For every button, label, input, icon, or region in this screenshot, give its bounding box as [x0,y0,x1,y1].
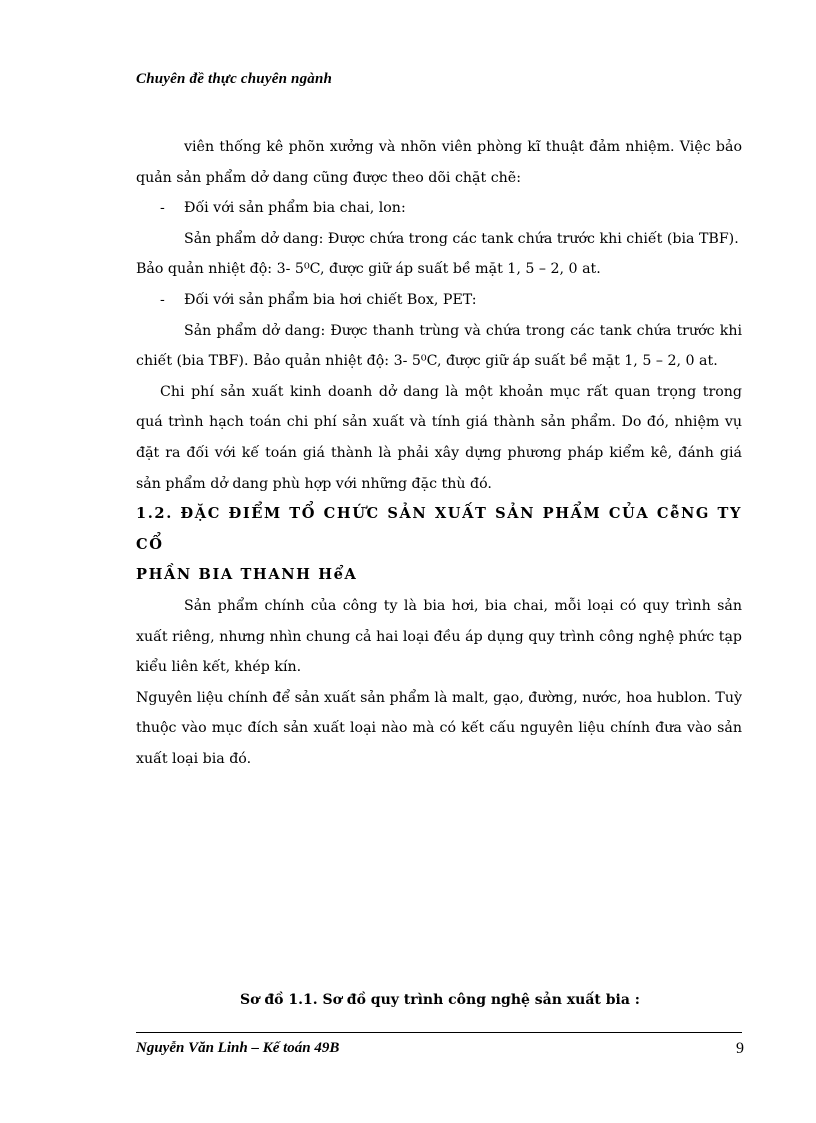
figure-caption: Sơ đồ 1.1. Sơ đồ quy trình công nghệ sản xuất bia : [240,992,640,1008]
bullet-dash: - [160,200,165,217]
paragraph-bottled-storage: Bảo quản nhiệt độ: 3- 5⁰C, được giữ áp suất bề mặt 1, 5 – 2, 0 at. [136,261,601,278]
paragraph-bottled-wip: Sản phẩm dở dang: Được chứa trong các tank chứa trước khi chiết (bia TBF). [184,230,739,247]
paragraph-main-products: Sản phẩm chính của công ty là bia hơi, bia chai, mỗi loại có quy trình sản xuất riêng, nhưng nhìn chung cả hai loại đều áp dụng quy trình công nghệ phức tạp kiểu liên kết, khép kín. [136,597,742,676]
footer-author: Nguyễn Văn Linh – Kế toán 49B [136,1040,340,1056]
section-heading [136,499,742,591]
bullet-dash: - [160,291,165,308]
paragraph-raw-materials: Nguyên liệu chính để sản xuất sản phẩm là malt, gạo, đường, nước, hoa hublon. Tuỳ thuộc vào mục đích sản xuất loại nào mà có kết cấu nguyên liệu chính đưa vào sản xuất loại bia đó. [136,689,742,767]
footer-divider [136,1032,742,1033]
bullet-item-bottled [136,193,742,224]
page-number: 9 [736,1040,744,1057]
running-header: Chuyên đề thực chuyên ngành [136,71,333,87]
document-body [136,132,742,774]
bullet-text: Đối với sản phẩm bia hơi chiết Box, PET: [184,291,477,308]
section-heading-line-2: PHẦN BIA THANH HểA [136,566,358,584]
bullet-text: Đối với sản phẩm bia chai, lon: [184,200,406,217]
section-heading-line-1: 1.2. ĐẶC ĐIỂM TỔ CHỨC SẢN XUẤT SẢN PHẨM CỦA CễNG TY CỔ [136,505,742,553]
paragraph-continuation: viên thống kê phõn xưởng và nhõn viên phòng kĩ thuật đảm nhiệm. Việc bảo quản sản phẩm dở dang cũng được theo dõi chặt chẽ: [136,139,742,186]
paragraph-wip-cost: Chi phí sản xuất kinh doanh dở dang là một khoản mục rất quan trọng trong quá trình hạch toán chi phí sản xuất và tính giá thành sản phẩm. Do đó, nhiệm vụ đặt ra đối với kế toán giá thành là phải xây dựng phương pháp kiểm kê, đánh giá sản phẩm dở dang phù hợp với những đặc thù đó. [136,383,742,492]
paragraph-draft-wip: Sản phẩm dở dang: Được thanh trùng và chứa trong các tank chứa trước khi chiết (bia TBF). Bảo quản nhiệt độ: 3- 5⁰C, được giữ áp suất bề mặt 1, 5 – 2, 0 at. [136,322,742,370]
bullet-item-draft [136,285,742,316]
